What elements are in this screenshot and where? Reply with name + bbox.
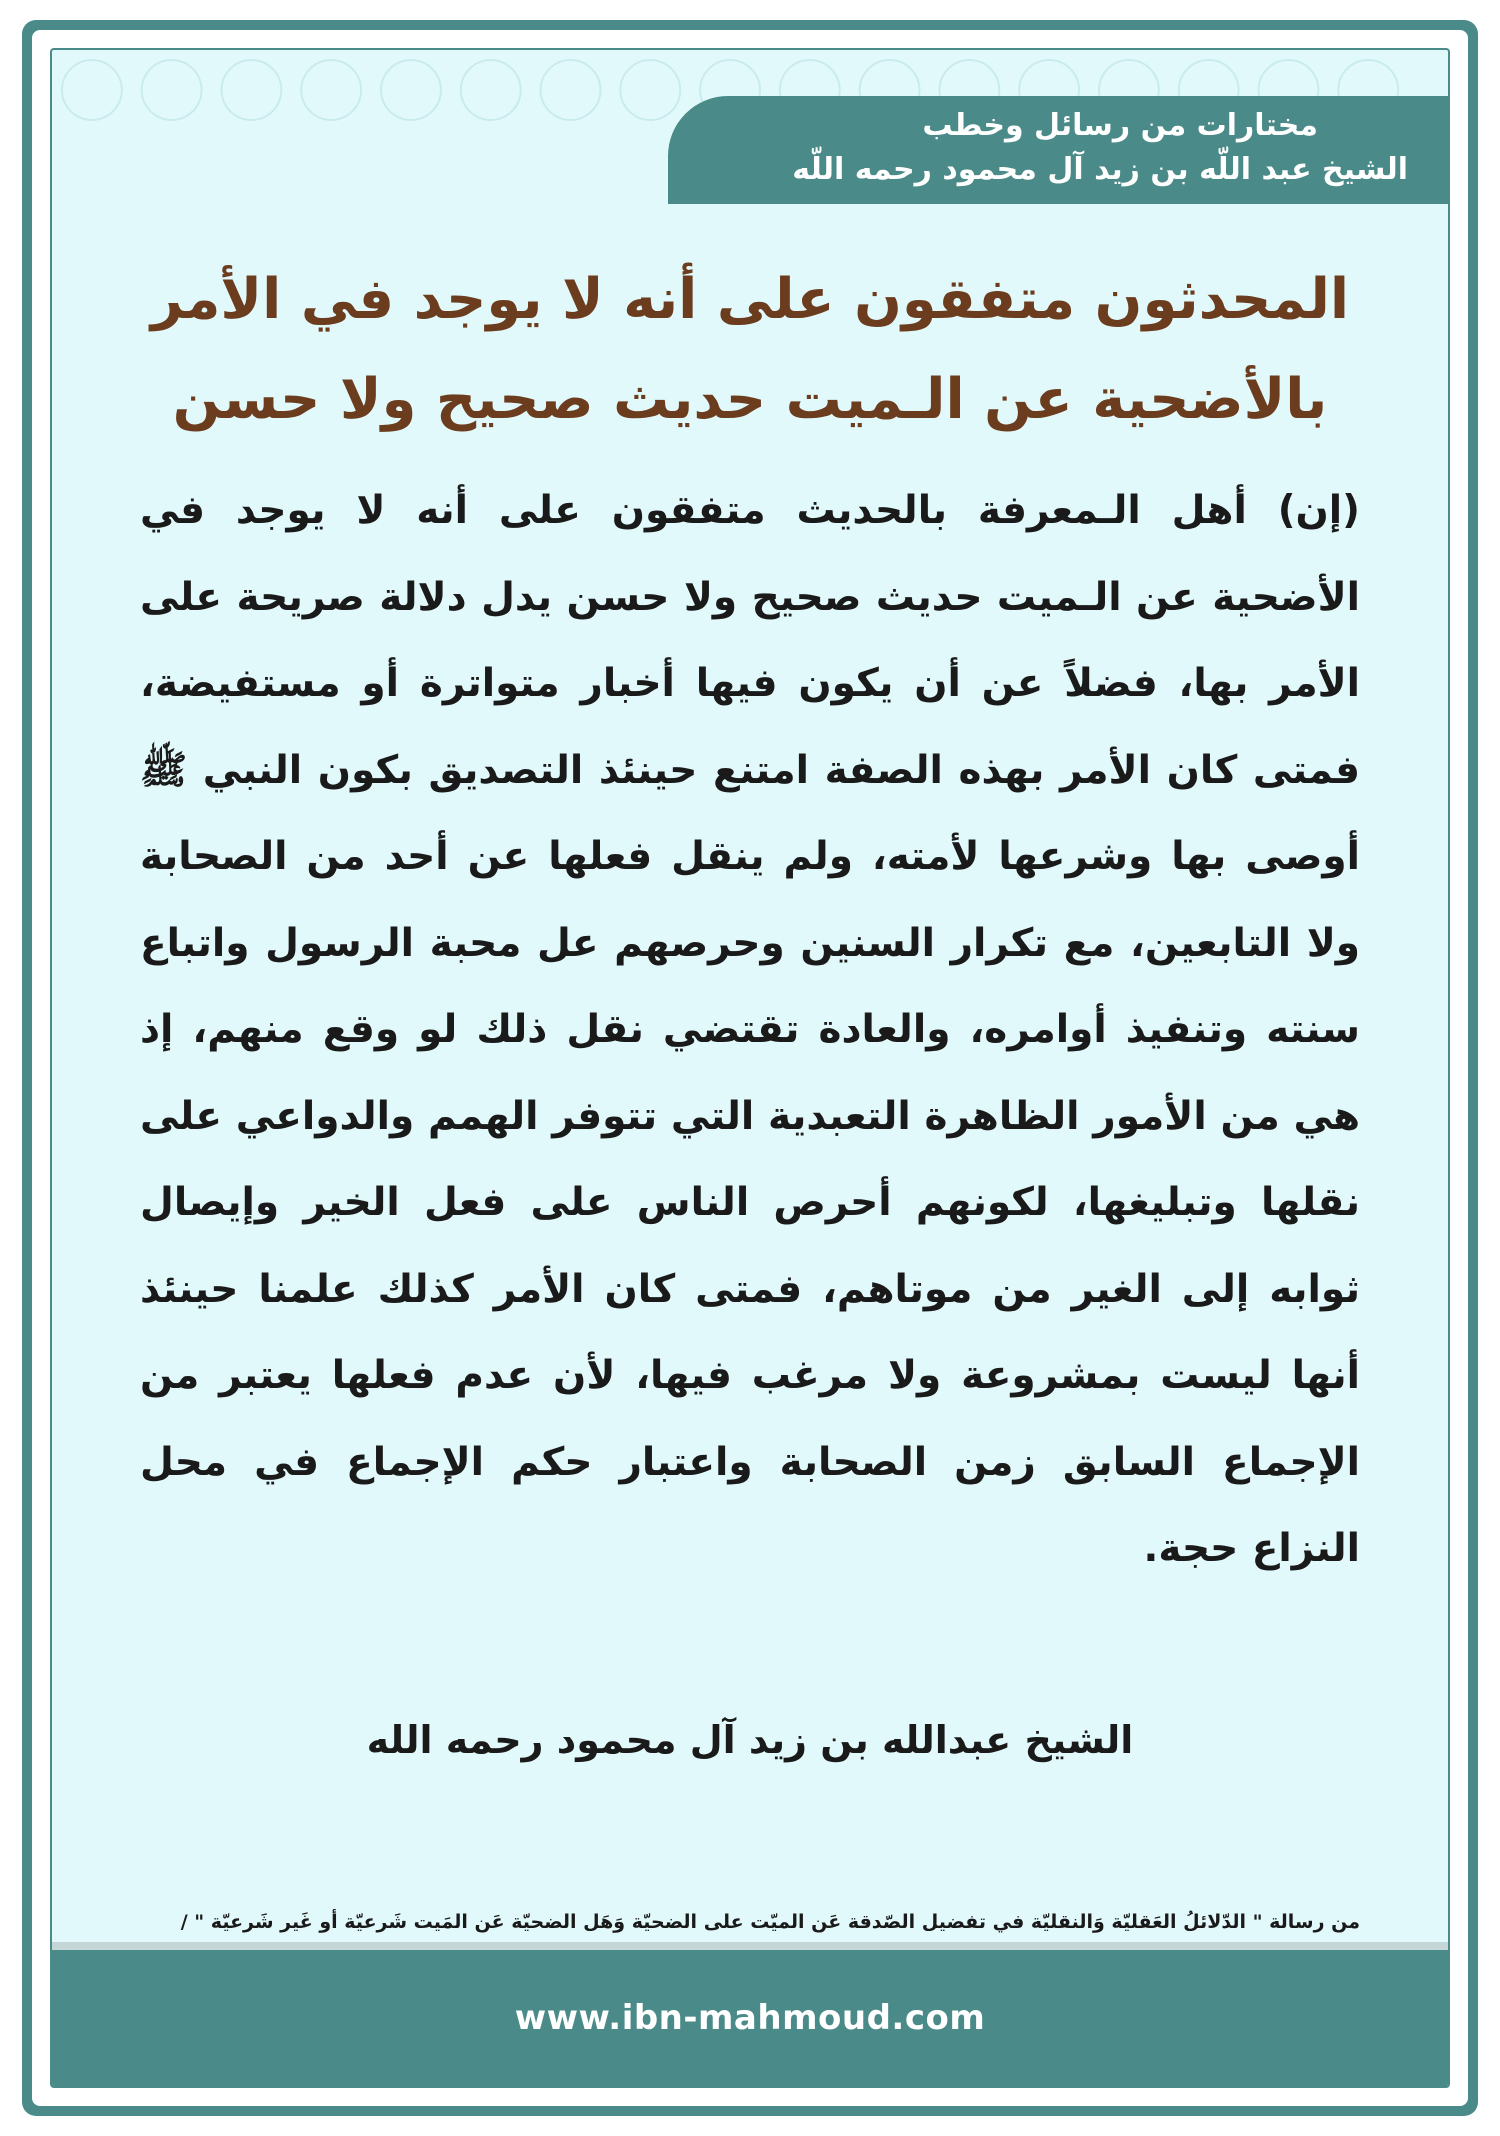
page-title: [122, 250, 1378, 450]
signature: الشيخ عبدالله بن زيد آل محمود رحمه الله: [366, 1718, 1134, 1762]
frame-inner-border: [32, 30, 1468, 2106]
title-line-1: المحدثون متفقون على أنه لا يوجد في الأمر: [150, 267, 1350, 332]
source-citation: من رسالة " الدّلائلُ العَقليّة وَالنقليّة في تفضيل الصّدقة عَن الميّت على الضحيّة وَهَل الضحيّة عَن المَيت شَرعيّة أو غَير شَرعيّة " /: [180, 1911, 1360, 1933]
content-panel: [50, 48, 1450, 2088]
header-author-name: الشيخ عبد اللّه بن زيد آل محمود رحمه اللّه: [792, 152, 1408, 187]
footer-band: [52, 1942, 1448, 2086]
website-link[interactable]: www.ibn-mahmoud.com: [514, 1998, 986, 2038]
header-band: [668, 96, 1448, 204]
page-frame: [22, 20, 1478, 2116]
header-series-title: مختارات من رسائل وخطب: [922, 108, 1318, 143]
title-line-2: بالأضحية عن الـميت حديث صحيح ولا حسن: [172, 367, 1328, 432]
body-paragraph: (إن) أهل الـمعرفة بالحديث متفقون على أنه لا يوجد في الأضحية عن الـميت حديث صحيح ولا حسن يدل دلالة صريحة على الأمر بها، فضلاً عن أن يكون فيها أخبار متواترة أو مستفيضة، فمتى كان الأمر بهذه الصفة امتنع حينئذ التصديق بكون النبي ﷺ أوصى بها وشرعها لأمته، ولم ينقل فعلها عن أحد من الصحابة ولا التابعين، مع تكرار السنين وحرصهم عل محبة الرسول واتباع سنته وتنفيذ أوامره، والعادة تقتضي نقل ذلك لو وقع منهم، إذ هي من الأمور الظاهرة التعبدية التي تتوفر الهمم والدواعي على نقلها وتبليغها، لكونهم أحرص الناس على فعل الخير وإيصال ثوابه إلى الغير من موتاهم، فمتى كان الأمر كذلك علمنا حينئذ أنها ليست بمشروعة ولا مرغب فيها، لأن عدم فعلها يعتبر من الإجماع السابق زمن الصحابة واعتبار حكم الإجماع في محل النزاع حجة.: [140, 488, 1360, 1571]
